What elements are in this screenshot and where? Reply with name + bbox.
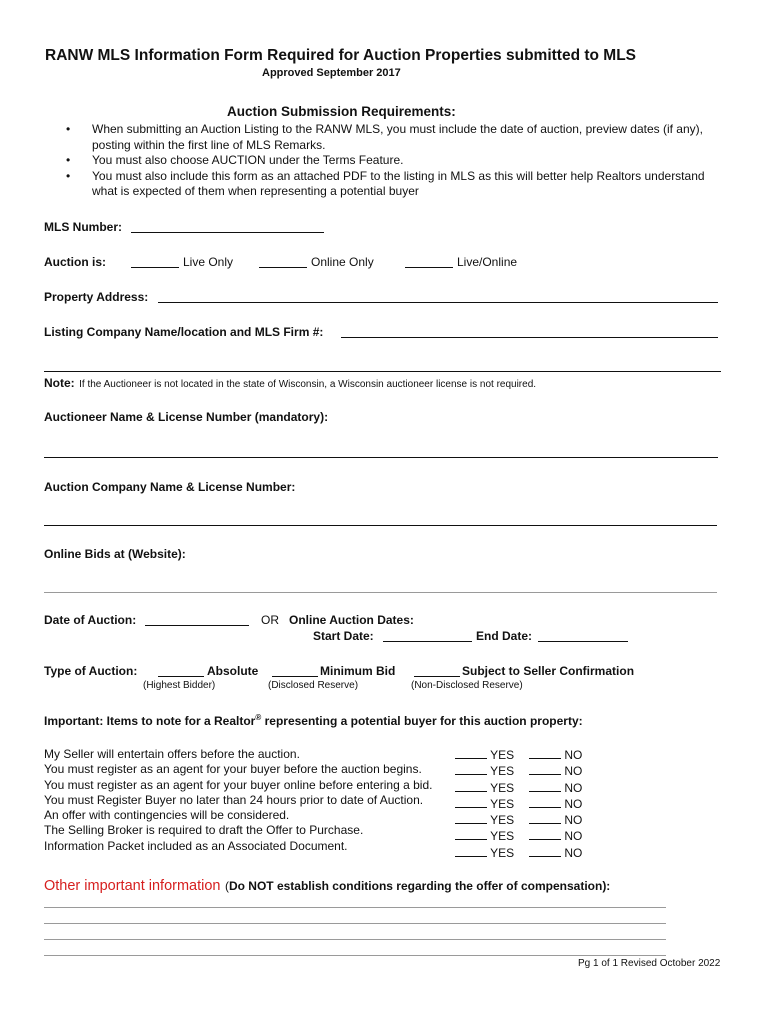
date-of-auction-label: Date of Auction: — [44, 613, 137, 627]
type-of-auction-label: Type of Auction: — [44, 664, 138, 678]
end-date-field[interactable] — [538, 641, 628, 642]
subject-to-label: Subject to Seller Confirmation — [462, 664, 635, 678]
auctioneer-label: Auctioneer Name & License Number (mandatory): — [44, 410, 329, 424]
property-address-field[interactable] — [158, 302, 718, 303]
registered-mark: ® — [255, 713, 262, 722]
online-bids-field[interactable] — [44, 592, 717, 593]
requirements-heading: Auction Submission Requirements: — [227, 104, 456, 119]
no-option[interactable]: NO — [529, 812, 582, 828]
online-only-label: Online Only — [311, 255, 374, 269]
no-option[interactable]: NO — [529, 796, 582, 812]
yes-option[interactable]: YES — [455, 747, 514, 763]
start-date-field[interactable] — [383, 641, 472, 642]
important-heading-pre: Important: Items to note for a Realtor — [44, 714, 256, 728]
no-option[interactable]: NO — [529, 845, 582, 861]
live-online-label: Live/Online — [457, 255, 518, 269]
requirement-item: • You must also choose AUCTION under the Terms Feature. — [64, 153, 724, 169]
absolute-label: Absolute — [207, 664, 259, 678]
note-label: Note: — [44, 376, 75, 390]
subject-to-blank[interactable] — [414, 676, 460, 677]
auction-company-field[interactable] — [44, 525, 717, 526]
important-item: An offer with contingencies will be considered. — [44, 808, 290, 823]
live-online-blank[interactable] — [405, 267, 453, 268]
yes-option[interactable]: YES — [455, 812, 514, 828]
highest-bidder-note: (Highest Bidder) — [143, 680, 216, 691]
page-title: RANW MLS Information Form Required for Auction Properties submitted to MLS — [45, 47, 637, 64]
important-items — [44, 747, 432, 854]
important-heading-post: representing a potential buyer for this auction property: — [261, 714, 583, 728]
start-date-label: Start Date: — [313, 629, 374, 643]
auction-is-label: Auction is: — [44, 255, 106, 269]
other-info-line-1[interactable] — [44, 907, 666, 908]
paren: ( — [224, 879, 229, 893]
listing-company-field[interactable] — [341, 337, 718, 338]
other-info-heading — [44, 877, 610, 895]
important-item: You must register as an agent for your buyer online before entering a bid. — [44, 777, 433, 792]
online-dates-label: Online Auction Dates: — [289, 613, 414, 627]
no-option[interactable]: NO — [529, 763, 582, 779]
note — [44, 374, 536, 392]
no-option[interactable]: NO — [529, 828, 582, 844]
yes-option[interactable]: YES — [455, 845, 514, 861]
no-column — [529, 747, 582, 861]
yes-column — [455, 747, 514, 861]
other-info-red: Other important information — [44, 878, 221, 894]
live-only-blank[interactable] — [131, 267, 179, 268]
other-info-line-3[interactable] — [44, 939, 666, 940]
important-heading — [44, 713, 583, 728]
requirement-item: • When submitting an Auction Listing to the RANW MLS, you must include the date of auction, preview dates (if any), posting within the first line of MLS Remarks. — [64, 122, 724, 153]
requirements-list — [64, 122, 724, 200]
listing-company-label: Listing Company Name/location and MLS Firm #: — [44, 325, 324, 339]
other-info-line-2[interactable] — [44, 923, 666, 924]
mls-number-field[interactable] — [131, 232, 324, 233]
listing-company-field-2[interactable] — [44, 371, 721, 372]
important-item: You must Register Buyer no later than 24 hours prior to date of Auction. — [44, 792, 424, 807]
important-item: The Selling Broker is required to draft the Offer to Purchase. — [44, 823, 364, 838]
auctioneer-field[interactable] — [44, 457, 718, 458]
important-item: You must register as an agent for your buyer before the auction begins. — [44, 762, 422, 777]
property-address-label: Property Address: — [44, 290, 149, 304]
yes-option[interactable]: YES — [455, 763, 514, 779]
other-info-rest: Do NOT establish conditions regarding the offer of compensation): — [228, 879, 611, 893]
no-option[interactable]: NO — [529, 747, 582, 763]
non-disclosed-reserve-note: (Non-Disclosed Reserve) — [411, 680, 523, 691]
requirement-item: • You must also include this form as an attached PDF to the listing in MLS as this will better help Realtors understand what is expected of them when representing a potential buyer — [64, 169, 724, 200]
online-bids-label: Online Bids at (Website): — [44, 547, 186, 561]
date-of-auction-field[interactable] — [145, 625, 249, 626]
no-option[interactable]: NO — [529, 780, 582, 796]
yes-option[interactable]: YES — [455, 828, 514, 844]
disclosed-reserve-note: (Disclosed Reserve) — [268, 680, 359, 691]
important-item: My Seller will entertain offers before the auction. — [44, 747, 300, 761]
minimum-bid-label: Minimum Bid — [320, 664, 396, 678]
note-text: If the Auctioneer is not located in the state of Wisconsin, a Wisconsin auctioneer license is not required. — [79, 379, 537, 390]
important-item: Information Packet included as an Associated Document. — [44, 838, 348, 853]
online-only-blank[interactable] — [259, 267, 307, 268]
or-label: OR — [261, 613, 279, 627]
other-info-line-4[interactable] — [44, 955, 666, 956]
approved-date: Approved September 2017 — [262, 67, 401, 79]
absolute-blank[interactable] — [158, 676, 204, 677]
yes-option[interactable]: YES — [455, 796, 514, 812]
mls-number-label: MLS Number: — [44, 220, 122, 234]
yes-option[interactable]: YES — [455, 780, 514, 796]
end-date-label: End Date: — [476, 629, 533, 643]
minimum-bid-blank[interactable] — [272, 676, 318, 677]
auction-company-label: Auction Company Name & License Number: — [44, 480, 296, 494]
live-only-label: Live Only — [183, 255, 234, 269]
footer-page: Pg 1 of 1 Revised October 2022 — [578, 958, 721, 969]
